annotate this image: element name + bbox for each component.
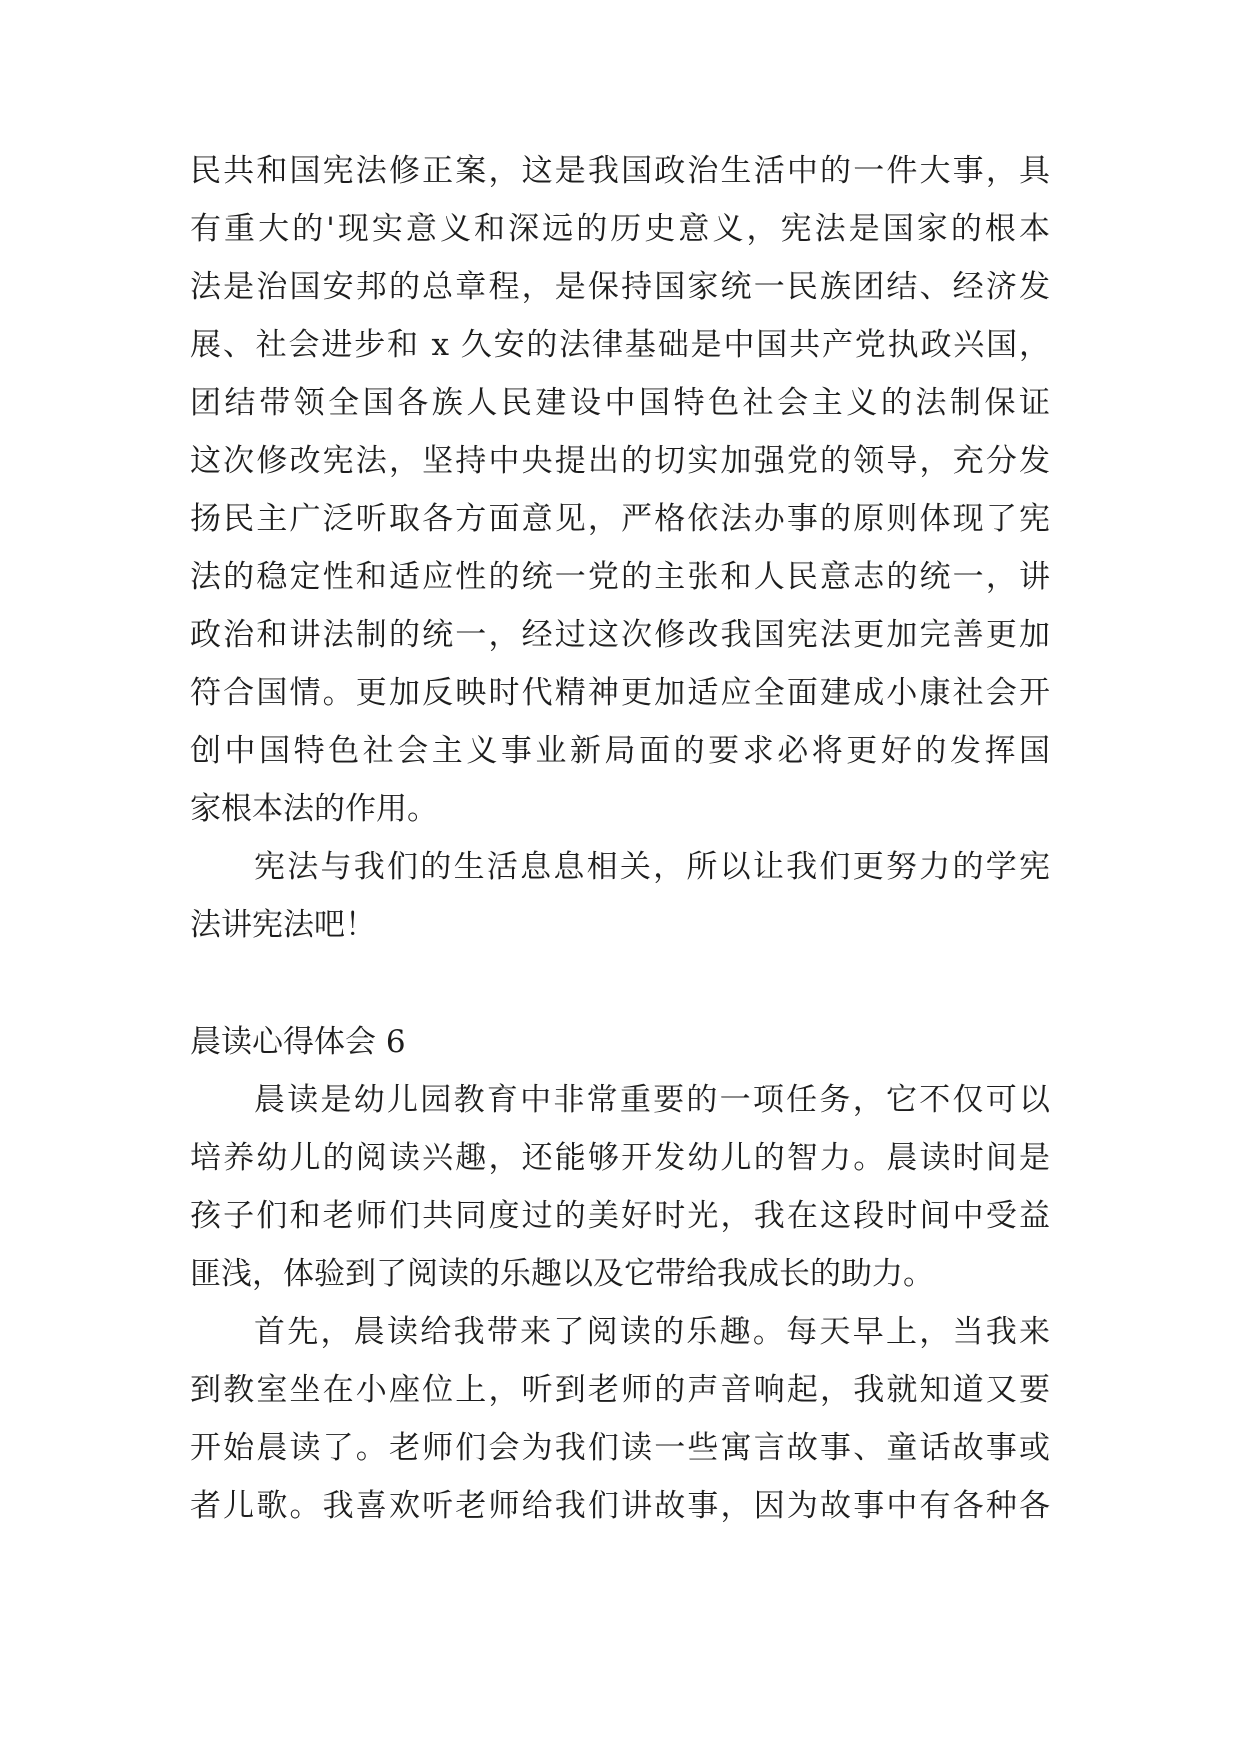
paragraph-line: 法的稳定性和适应性的统一党的主张和人民意志的统一，讲 [190, 559, 1050, 595]
paragraph-line: 团结带领全国各族人民建设中国特色社会主义的法制保证 [190, 385, 1050, 421]
paragraph-line: 培养幼儿的阅读兴趣，还能够开发幼儿的智力。晨读时间是 [190, 1140, 1050, 1176]
paragraph-line: 孩子们和老师们共同度过的美好时光，我在这段时间中受益 [190, 1198, 1050, 1234]
paragraph-line: 开始晨读了。老师们会为我们读一些寓言故事、童话故事或 [190, 1430, 1050, 1466]
paragraph-line: 晨读是幼儿园教育中非常重要的一项任务，它不仅可以 [254, 1082, 1050, 1118]
paragraph-line: 符合国情。更加反映时代精神更加适应全面建成小康社会开 [190, 675, 1050, 711]
paragraph-line: 首先，晨读给我带来了阅读的乐趣。每天早上，当我来 [254, 1314, 1050, 1350]
section-heading: 晨读心得体会 6 [190, 1024, 406, 1060]
paragraph-line: 这次修改宪法，坚持中央提出的切实加强党的领导，充分发 [190, 443, 1050, 479]
paragraph-line: 法讲宪法吧！ [190, 907, 376, 943]
paragraph-line: 政治和讲法制的统一，经过这次修改我国宪法更加完善更加 [190, 617, 1050, 653]
paragraph-line: 创中国特色社会主义事业新局面的要求必将更好的发挥国 [190, 733, 1050, 769]
paragraph-line: 宪法与我们的生活息息相关，所以让我们更努力的学宪 [254, 849, 1050, 885]
paragraph-line: 法是治国安邦的总章程，是保持国家统一民族团结、经济发 [190, 269, 1050, 305]
paragraph-line: 有重大的'现实意义和深远的历史意义，宪法是国家的根本 [190, 211, 1050, 247]
paragraph-line: 匪浅，体验到了阅读的乐趣以及它带给我成长的助力。 [190, 1256, 934, 1292]
paragraph-line: 者儿歌。我喜欢听老师给我们讲故事，因为故事中有各种各 [190, 1488, 1050, 1524]
paragraph-line: 到教室坐在小座位上，听到老师的声音响起，我就知道又要 [190, 1372, 1050, 1408]
paragraph-line: 扬民主广泛听取各方面意见，严格依法办事的原则体现了宪 [190, 501, 1050, 537]
paragraph-line: 展、社会进步和 x 久安的法律基础是中国共产党执政兴国， [190, 327, 1050, 363]
paragraph-line: 民共和国宪法修正案，这是我国政治生活中的一件大事，具 [190, 153, 1050, 189]
paragraph-line: 家根本法的作用。 [190, 791, 438, 827]
